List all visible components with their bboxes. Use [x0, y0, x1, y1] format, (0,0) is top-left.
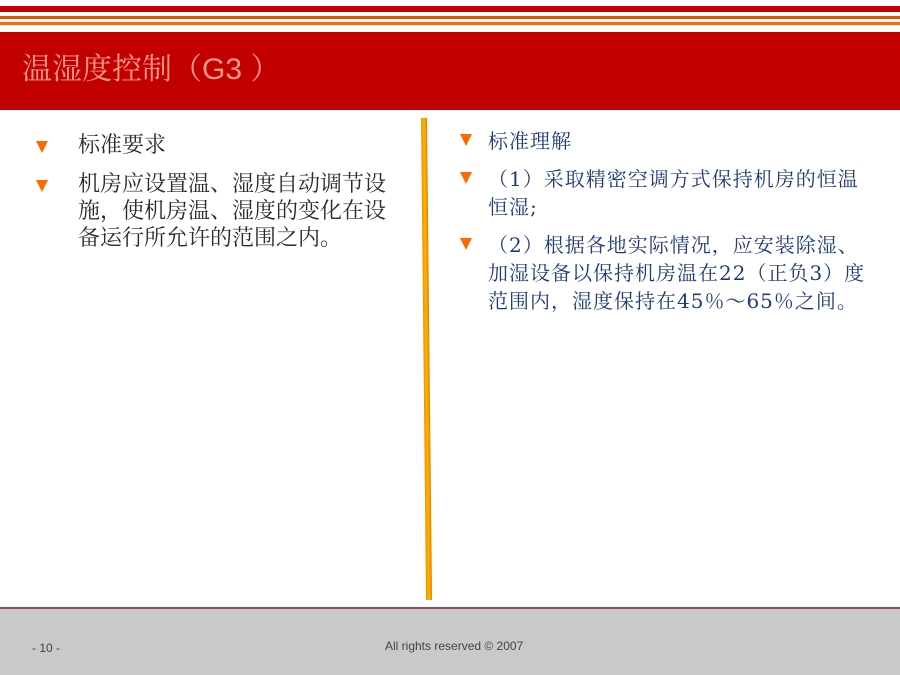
- left-list-item: [32, 171, 392, 252]
- orange-down-triangle-icon: [460, 134, 472, 146]
- right-column: [458, 127, 878, 325]
- right-item-text: 标准理解: [488, 129, 572, 153]
- left-item-text: 机房应设置温、湿度自动调节设施，使机房温、湿度的变化在设备运行所允许的范围之内。: [78, 172, 387, 251]
- slide-title: 温湿度控制（G3 ）: [22, 53, 281, 86]
- top-stripe-light: [0, 22, 900, 25]
- orange-down-triangle-icon: [460, 238, 472, 250]
- orange-down-triangle-icon: [36, 141, 48, 153]
- right-item-text: （1）采取精密空调方式保持机房的恒温恒湿;: [488, 167, 859, 219]
- right-item-text: （2）根据各地实际情况，应安装除湿、加湿设备以保持机房温在22（正负3）度范围内，湿度保持在45％～65％之间。: [488, 233, 866, 313]
- right-list-item: [458, 127, 878, 155]
- top-stripe-middle: [0, 16, 900, 19]
- left-list-item: [32, 132, 392, 159]
- orange-down-triangle-icon: [36, 180, 48, 192]
- orange-down-triangle-icon: [460, 172, 472, 184]
- vertical-divider: [421, 118, 432, 600]
- top-stripe-dark: [0, 6, 900, 12]
- right-list-item: [458, 165, 878, 221]
- footer-bar: [0, 607, 900, 675]
- left-column: [32, 132, 392, 264]
- copyright-notice: All rights reserved © 2007: [385, 639, 524, 653]
- page-number: - 10 -: [32, 641, 61, 655]
- right-list-item: [458, 231, 878, 315]
- left-item-text: 标准要求: [78, 133, 167, 158]
